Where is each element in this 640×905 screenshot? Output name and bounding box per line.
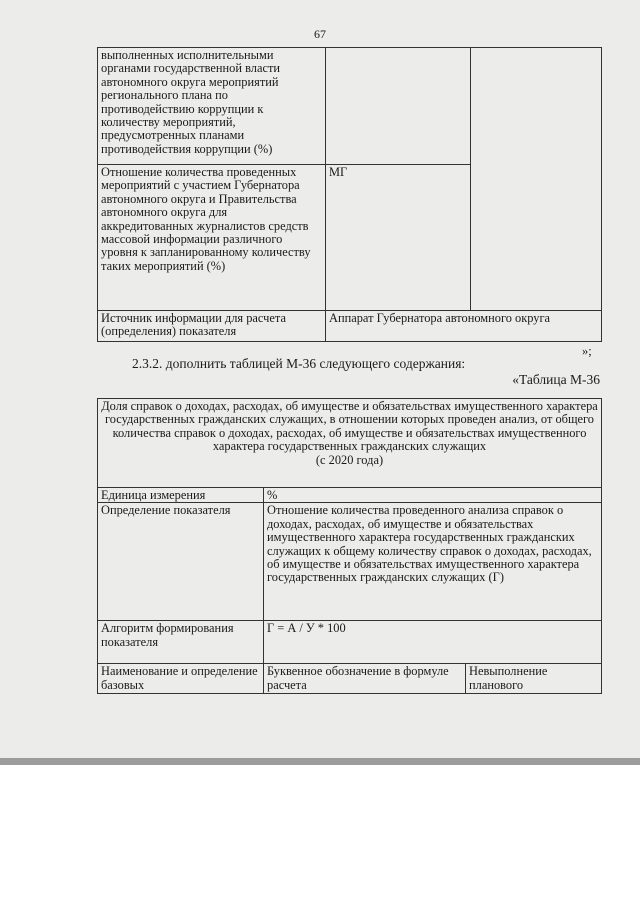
table-m36: [97, 398, 602, 694]
algorithm-label: Алгоритм формирования показателя: [98, 621, 264, 664]
table2-header: [98, 399, 602, 488]
table1-row2-col1: Отношение количества проведенных мероприятий с участием Губернатора автономного округа и Правительства автономного округа для аккредитованных журналистов средств массовой информации различного уровня к запланированному количеству таких мероприятий (%): [98, 165, 326, 311]
table1-source-label: Источник информации для расчета (определения) показателя: [98, 311, 326, 342]
unit-label: Единица измерения: [98, 488, 264, 503]
definition-label: Определение показателя: [98, 503, 264, 621]
table1-row2-col2: МГ: [326, 165, 471, 311]
table2-header-note: (с 2020 года): [315, 452, 384, 467]
scan-edge: [0, 758, 640, 765]
closing-quote: »;: [582, 344, 592, 358]
page-number: 67: [314, 27, 326, 41]
table1-row1-col1: выполненных исполнительными органами государственной власти автономного округа мероприятий регионального плана по противодействию коррупции к количеству мероприятий, предусмотренных планами противодействия коррупции (%): [98, 48, 326, 165]
amendment-paragraph: 2.3.2. дополнить таблицей М-36 следующего содержания:: [132, 356, 466, 371]
letter-designation-label: Буквенное обозначение в формуле расчета: [264, 664, 466, 694]
unit-value: %: [264, 488, 602, 503]
algorithm-value: Г = А / У * 100: [264, 621, 602, 664]
table1-col3-merged: [471, 48, 602, 311]
table2-header-text: Доля справок о доходах, расходах, об имуществе и обязательствах имущественного характера государственных гражданских служащих, в отношении которых проведен анализ, от общего количества справок о доходах, расходах, об имуществе и обязательствах имущественного характера государственных гражданских служащих: [101, 399, 598, 454]
definition-value: Отношение количества проведенного анализа справок о доходах, расходах, об имуществе и обязательствах имущественного характера государственных гражданских служащих к общему количеству справок о доходах, расходах, об имуществе и обязательствах имущественного характера государственных гражданских служащих (Г): [264, 503, 602, 621]
indicator-table-continued: [97, 47, 602, 342]
plan-failure-label: Невыполнение планового: [466, 664, 602, 694]
table-name: «Таблица М-36: [512, 372, 600, 387]
table1-source-value: Аппарат Губернатора автономного округа: [326, 311, 602, 342]
base-indicators-label: Наименование и определение базовых: [98, 664, 264, 694]
table1-row1-col2: [326, 48, 471, 165]
